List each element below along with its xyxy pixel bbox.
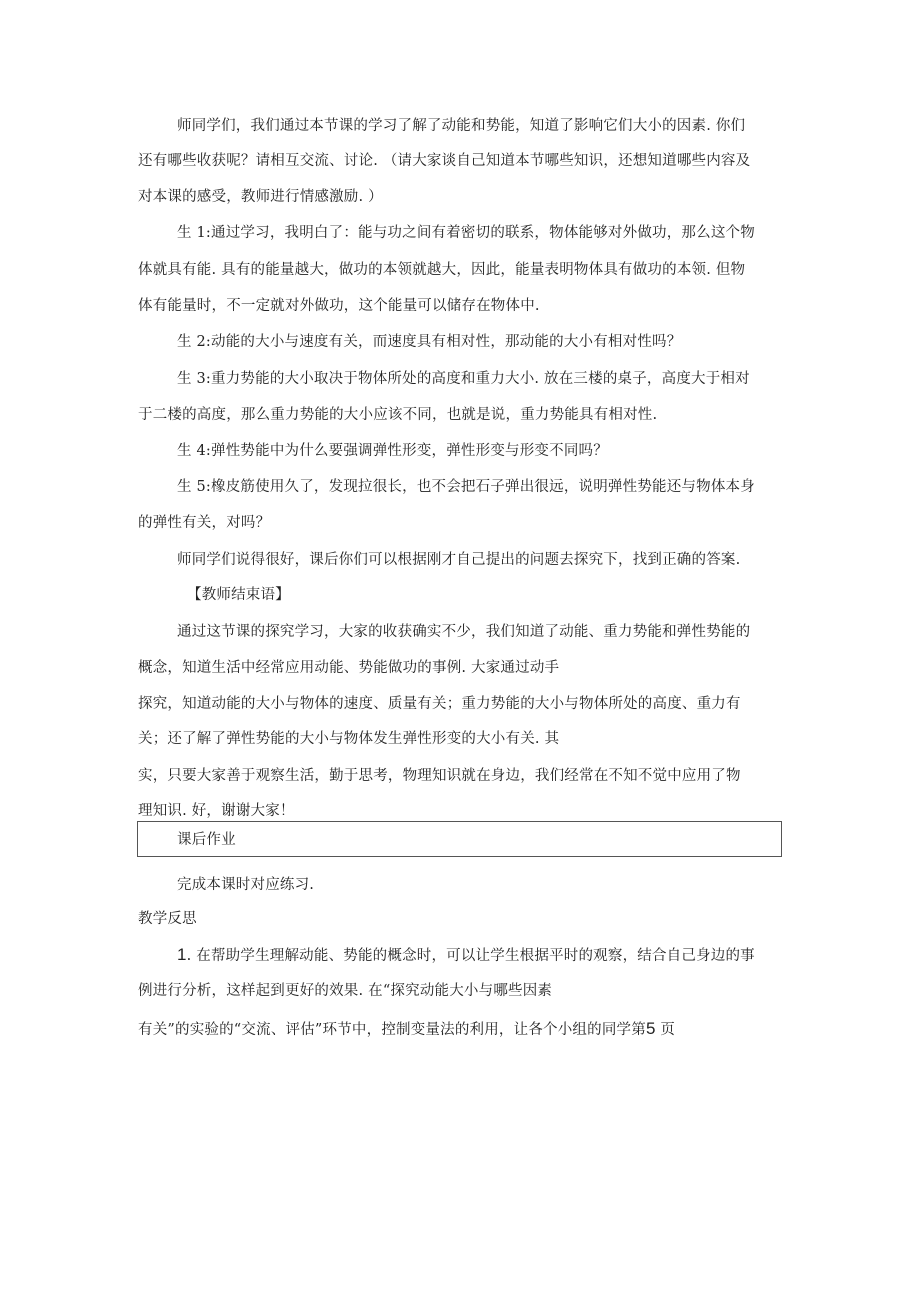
paragraph-line: 通过这节课的探究学习，大家的收获确实不少，我们知道了动能、重力势能和弹性势能的 <box>177 624 751 640</box>
paragraph-line: 师同学们说得很好，课后你们可以根据刚才自己提出的问题去探究下，找到正确的答案. <box>177 552 741 568</box>
reflection-text: . 在帮助学生理解动能、势能的概念时，可以让学生根据平时的观察，结合自己身边的事 <box>186 948 755 964</box>
paragraph-line: 理知识. 好，谢谢大家！ <box>138 803 295 819</box>
paragraph-line: 生 1:通过学习，我明白了：能与功之间有着密切的联系，物体能够对外做功，那么这个物 <box>177 225 755 241</box>
paragraph-line: 师同学们，我们通过本节课的学习了解了动能和势能，知道了影响它们大小的因素. 你们 <box>177 118 746 134</box>
paragraph-line: 体就具有能. 具有的能量越大，做功的本领就越大，因此，能量表明物体具有做功的本领. 但物 <box>138 262 746 278</box>
paragraph-line: 生 3:重力势能的大小取决于物体所处的高度和重力大小. 放在三楼的桌子，高度大于相对 <box>177 371 750 387</box>
paragraph-line: 生 4:弹性势能中为什么要强调弹性形变，弹性形变与形变不同吗？ <box>177 443 608 459</box>
list-number: 1 <box>177 945 187 964</box>
paragraph-line: 生 2:动能的大小与速度有关，而速度具有相对性，那动能的大小有相对性吗？ <box>177 334 682 350</box>
paragraph-line: 概念，知道生活中经常应用动能、势能做功的事例. 大家通过动手 <box>138 660 560 676</box>
paragraph-line: 的弹性有关，对吗？ <box>138 515 271 531</box>
homework-heading: 课后作业 <box>177 832 236 848</box>
paragraph-line: 于二楼的高度，那么重力势能的大小应该不同，也就是说，重力势能具有相对性. <box>138 407 658 423</box>
paragraph-line: 体有能量时，不一定就对外做功，这个能量可以储存在物体中. <box>138 298 540 314</box>
reflection-line: 例进行分析，这样起到更好的效果. 在“探究动能大小与哪些因素 <box>138 983 553 999</box>
reflection-line <box>177 945 755 966</box>
reflection-line <box>138 1019 675 1040</box>
section-heading: 【教师结束语】 <box>187 587 290 603</box>
paragraph-line: 对本课的感受，教师进行情感激励. ） <box>138 189 383 205</box>
paragraph-line: 实，只要大家善于观察生活，勤于思考，物理知识就在身边，我们经常在不知不觉中应用了物 <box>138 768 741 784</box>
page-number: 5 <box>645 1019 656 1038</box>
homework-heading-box <box>137 821 782 857</box>
homework-text: 完成本课时对应练习. <box>177 877 315 893</box>
reflection-heading: 教学反思 <box>138 911 197 927</box>
page-suffix: 页 <box>655 1022 676 1038</box>
paragraph-line: 探究，知道动能的大小与物体的速度、质量有关；重力势能的大小与物体所处的高度、重力有 <box>138 696 741 712</box>
paragraph-line: 关；还了解了弹性势能的大小与物体发生弹性形变的大小有关. 其 <box>138 731 560 747</box>
paragraph-line: 还有哪些收获呢？请相互交流、讨论. （请大家谈自己知道本节哪些知识，还想知道哪些内容及 <box>138 153 751 169</box>
reflection-text: 有关”的实验的“交流、评估”环节中，控制变量法的利用，让各个小组的同学第 <box>138 1022 646 1038</box>
paragraph-line: 生 5:橡皮筋使用久了，发现拉很长，也不会把石子弹出很远，说明弹性势能还与物体本身 <box>177 479 755 495</box>
